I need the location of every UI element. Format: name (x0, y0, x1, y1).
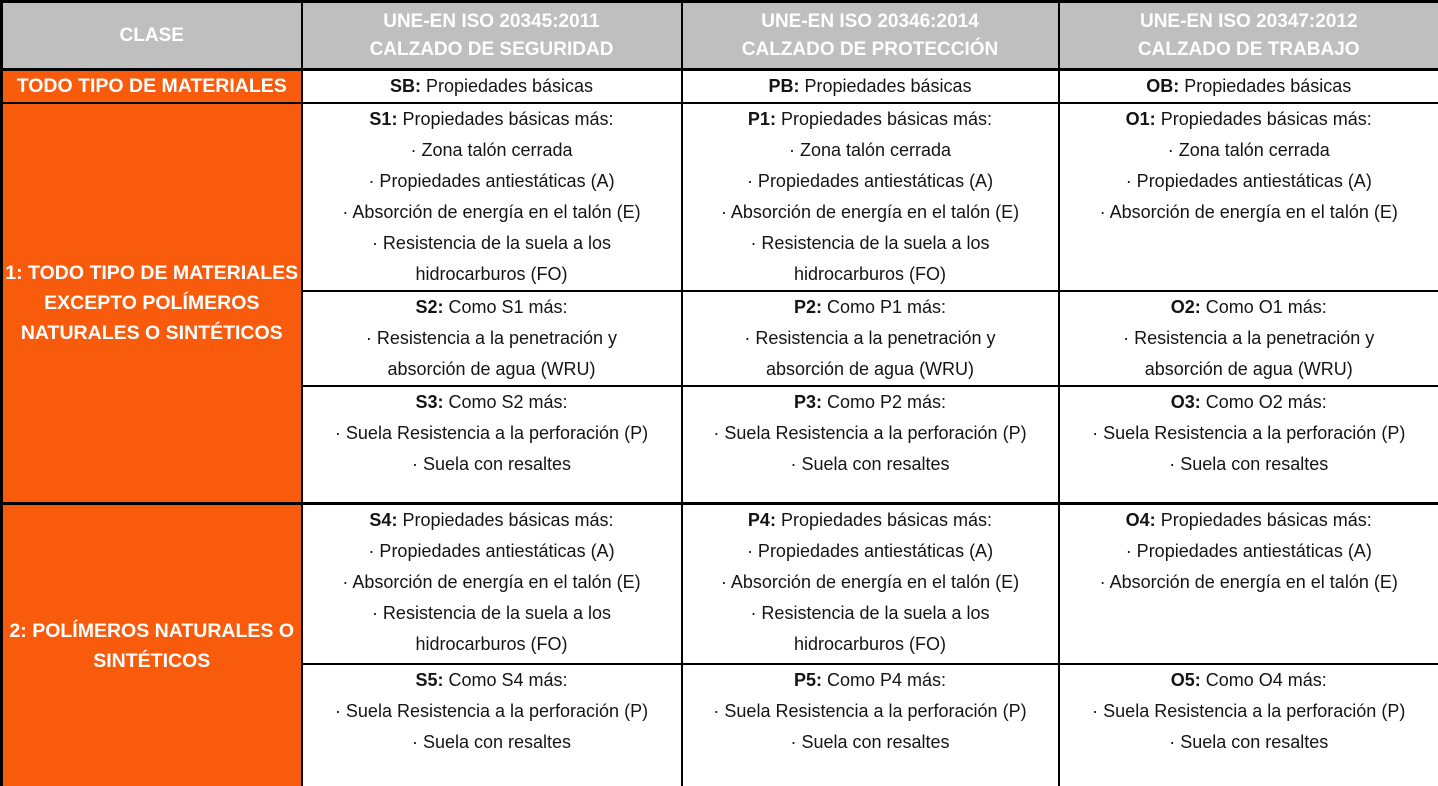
bullet-line: · Absorción de energía en el talón (E) (720, 572, 1020, 592)
bullet-line: · Resistencia de la suela a los (371, 232, 612, 253)
bullet-line: · Suela con resaltes (790, 453, 950, 474)
code-p4: P4: (747, 510, 776, 530)
code-s4: S4: (369, 510, 398, 530)
code-o2: O2: (1170, 296, 1201, 317)
cell-p5 (682, 664, 1059, 786)
title-s4: Propiedades básicas más: (402, 510, 614, 530)
code-o4: O4: (1125, 510, 1156, 530)
code-p5: P5: (793, 669, 822, 690)
bullet-line: · Resistencia a la penetración y (744, 327, 996, 348)
code-s5: S5: (415, 669, 444, 690)
header-iso-20346-line1: UNE-EN ISO 20346:2014 (761, 10, 979, 32)
bullet-line: · Resistencia de la suela a los (750, 232, 990, 253)
title-s1: Propiedades básicas más: (402, 108, 614, 129)
bullet-line: · Resistencia a la penetración y (1123, 327, 1375, 348)
bullet-line: · Propiedades antiestáticas (A) (1125, 541, 1372, 561)
cell-o3 (1059, 386, 1438, 504)
row-class2-level1 (2, 504, 1438, 664)
cell-s2 (302, 291, 682, 386)
row-all-materials (2, 70, 1438, 103)
code-pb: PB: (768, 75, 800, 96)
class-label-group2: 2: POLÍMEROS NATURALES O SINTÉTICOS (2, 504, 302, 786)
title-o2: Como O1 más: (1205, 296, 1327, 317)
cell-p2-head (683, 292, 1058, 323)
cell-sb (302, 70, 682, 103)
cell-o5 (1059, 664, 1438, 786)
header-iso-20345-line1: UNE-EN ISO 20345:2011 (383, 10, 600, 32)
cell-s4 (302, 504, 682, 664)
title-o5: Como O4 más: (1205, 669, 1327, 690)
header-cell-clase (2, 2, 302, 70)
bullet-line: · Absorción de energía en el talón (E) (342, 572, 641, 592)
title-pb: Propiedades básicas (804, 75, 972, 96)
header-clase-label: CLASE (119, 24, 184, 46)
cell-o4 (1059, 504, 1438, 664)
bullet-line: · Suela con resaltes (1169, 731, 1329, 752)
bullet-line: · Absorción de energía en el talón (E) (1099, 572, 1398, 592)
cell-o2 (1059, 291, 1438, 386)
cell-o4-head (1060, 505, 1438, 536)
bullet-line: · Absorción de energía en el talón (E) (1099, 201, 1398, 222)
header-iso-20347-line2: CALZADO DE TRABAJO (1137, 38, 1360, 60)
code-o1: O1: (1125, 108, 1156, 129)
cell-pb (682, 70, 1059, 103)
cell-p2 (682, 291, 1059, 386)
cell-sb-text (307, 76, 677, 97)
cell-s4-head (303, 505, 681, 536)
cell-s2-head (303, 292, 681, 323)
title-s3: Como S2 más: (448, 391, 568, 412)
bullet-line: · Suela Resistencia a la perforación (P) (334, 700, 649, 721)
title-p3: Como P2 más: (826, 391, 947, 412)
bullet-line: · Resistencia de la suela a los (750, 603, 990, 623)
bullet-line: hidrocarburos (FO) (793, 634, 947, 654)
bullet-line: · Propiedades antiestáticas (A) (1125, 170, 1372, 191)
title-o4: Propiedades básicas más: (1160, 510, 1372, 530)
cell-p1 (682, 103, 1059, 291)
class-label-group1: 1: TODO TIPO DE MATERIALES EXCEPTO POLÍMEROS NATURALES O SINTÉTICOS (2, 103, 302, 504)
cell-p3-head (683, 387, 1058, 418)
header-cell-iso-20345 (302, 2, 682, 70)
header-iso-20345-line2: CALZADO DE SEGURIDAD (369, 38, 614, 60)
cell-ob (1059, 70, 1438, 103)
bullet-line: · Suela con resaltes (1169, 453, 1329, 474)
bullet-line: · Suela con resaltes (411, 731, 572, 752)
cell-o1-head (1060, 104, 1438, 135)
cell-p4-head (683, 505, 1058, 536)
bullet-line: · Propiedades antiestáticas (A) (368, 541, 615, 561)
cell-o2-head (1060, 292, 1438, 323)
class-label-all-materials: TODO TIPO DE MATERIALES (2, 70, 302, 103)
cell-s3 (302, 386, 682, 504)
bullet-line: absorción de agua (WRU) (387, 358, 596, 379)
header-iso-20346-line2: CALZADO DE PROTECCIÓN (741, 38, 999, 60)
code-o3: O3: (1170, 391, 1201, 412)
title-p2: Como P1 más: (826, 296, 947, 317)
bullet-line: · Propiedades antiestáticas (A) (368, 170, 615, 191)
code-s1: S1: (369, 108, 398, 129)
cell-p1-head (683, 104, 1058, 135)
bullet-line: · Resistencia de la suela a los (371, 603, 612, 623)
bullet-line: · Absorción de energía en el talón (E) (342, 201, 641, 222)
title-p4: Propiedades básicas más: (780, 510, 993, 530)
cell-p5-head (683, 665, 1058, 696)
header-cell-iso-20346 (682, 2, 1059, 70)
bullet-line: · Suela Resistencia a la perforación (P) (713, 700, 1027, 721)
title-s2: Como S1 más: (448, 296, 568, 317)
cell-p3 (682, 386, 1059, 504)
code-o5: O5: (1170, 669, 1201, 690)
cell-s1-head (303, 104, 681, 135)
cell-p4 (682, 504, 1059, 664)
bullet-line: · Propiedades antiestáticas (A) (746, 541, 994, 561)
cell-o1 (1059, 103, 1438, 291)
header-cell-iso-20347 (1059, 2, 1438, 70)
cell-s1 (302, 103, 682, 291)
header-iso-20347-line1: UNE-EN ISO 20347:2012 (1139, 10, 1358, 32)
bullet-line: · Suela Resistencia a la perforación (P) (334, 422, 649, 443)
bullet-line: hidrocarburos (FO) (793, 263, 947, 284)
bullet-line: hidrocarburos (FO) (415, 634, 568, 654)
code-s3: S3: (415, 391, 444, 412)
bullet-line: · Zona talón cerrada (1167, 139, 1330, 160)
cell-s5 (302, 664, 682, 786)
bullet-line: · Suela con resaltes (790, 731, 950, 752)
bullet-line: · Absorción de energía en el talón (E) (720, 201, 1020, 222)
bullet-line: · Suela con resaltes (411, 453, 572, 474)
title-o3: Como O2 más: (1205, 391, 1327, 412)
code-p2: P2: (793, 296, 822, 317)
title-p1: Propiedades básicas más: (780, 108, 993, 129)
bullet-line: · Suela Resistencia a la perforación (P) (1092, 700, 1406, 721)
code-ob: OB: (1146, 75, 1180, 96)
title-s5: Como S4 más: (448, 669, 568, 690)
bullet-line: · Resistencia a la penetración y (365, 327, 618, 348)
cell-pb-text (687, 76, 1054, 97)
cell-o3-head (1060, 387, 1438, 418)
bullet-line: · Suela Resistencia a la perforación (P) (1092, 422, 1406, 443)
code-p3: P3: (793, 391, 822, 412)
bullet-line: · Zona talón cerrada (788, 139, 952, 160)
cell-s3-head (303, 387, 681, 418)
title-p5: Como P4 más: (826, 669, 947, 690)
table-header-row (2, 2, 1438, 70)
code-sb: SB: (389, 75, 421, 96)
code-s2: S2: (415, 296, 444, 317)
title-ob: Propiedades básicas (1184, 75, 1352, 96)
bullet-line: · Zona talón cerrada (410, 139, 573, 160)
bullet-line: · Suela Resistencia a la perforación (P) (713, 422, 1027, 443)
code-p1: P1: (747, 108, 776, 129)
cell-o5-head (1060, 665, 1438, 696)
bullet-line: hidrocarburos (FO) (415, 263, 568, 284)
row-class1-level1 (2, 103, 1438, 291)
bullet-line: absorción de agua (WRU) (765, 358, 975, 379)
cell-ob-text (1064, 76, 1435, 97)
bullet-line: absorción de agua (WRU) (1144, 358, 1353, 379)
bullet-line: · Propiedades antiestáticas (A) (746, 170, 994, 191)
cell-s5-head (303, 665, 681, 696)
title-sb: Propiedades básicas (425, 75, 594, 96)
title-o1: Propiedades básicas más: (1160, 108, 1372, 129)
